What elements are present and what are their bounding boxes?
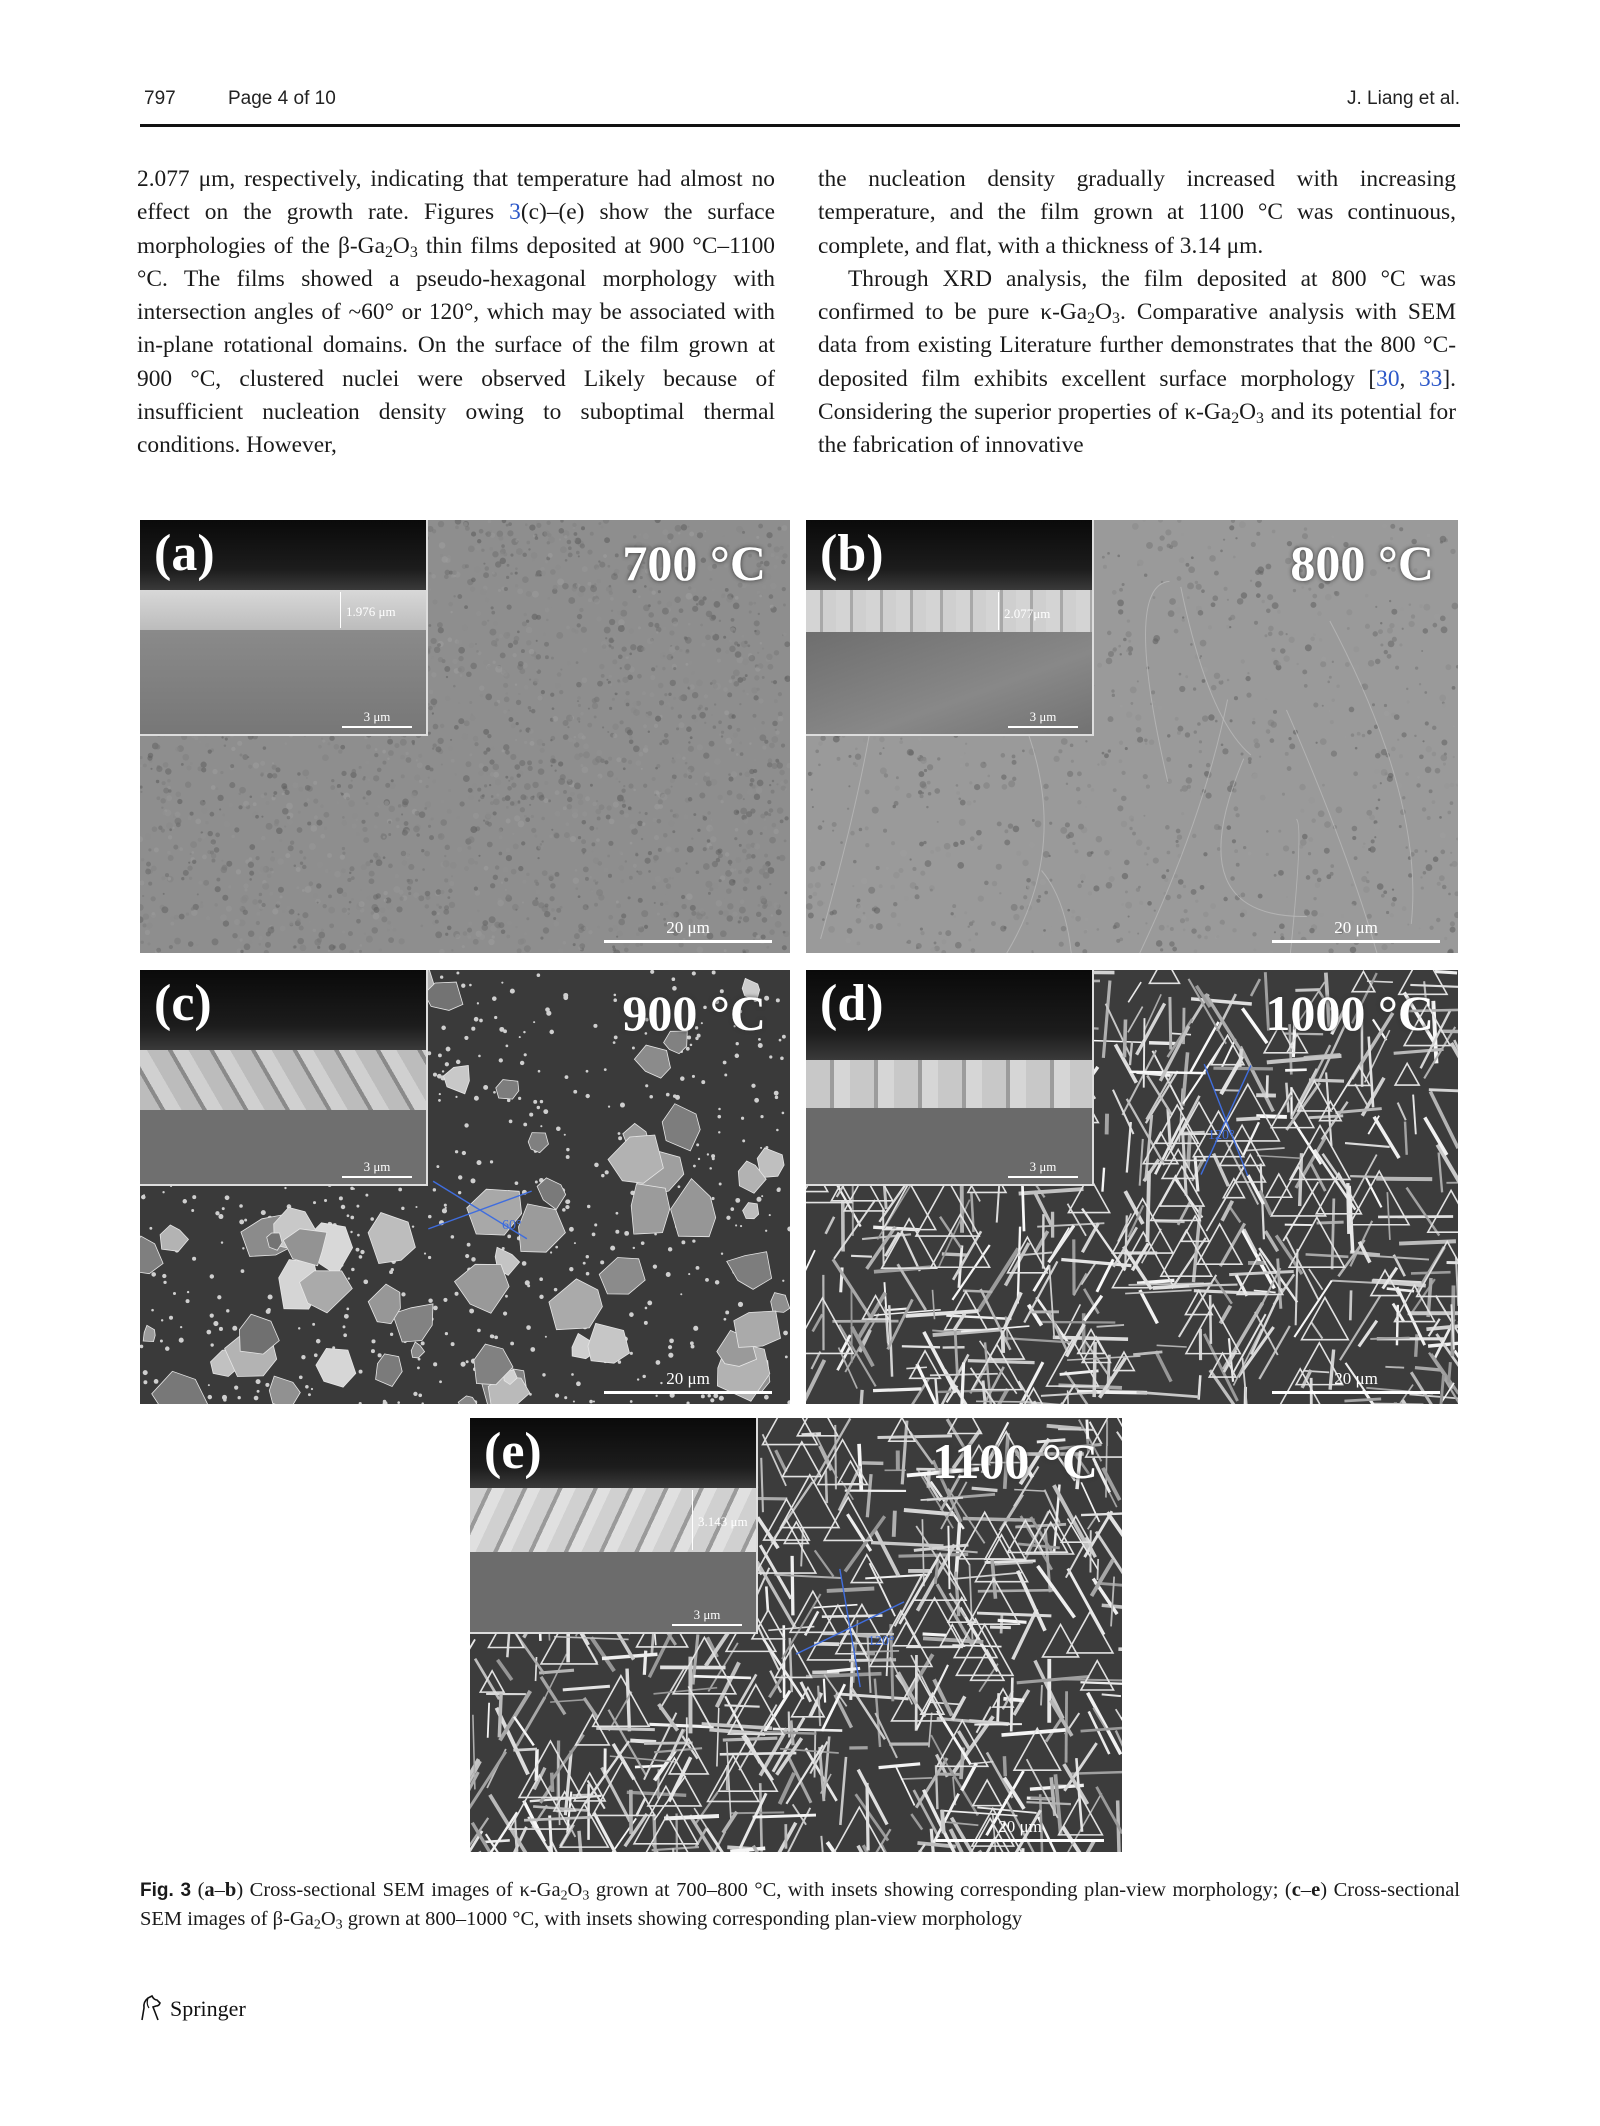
panel-label: (b): [820, 525, 884, 582]
panel-label: (c): [154, 975, 212, 1032]
angle-annotation: 60°: [502, 1218, 522, 1233]
springer-horse-icon: [138, 1994, 164, 2028]
inset-scale-bar: 3 μm: [1008, 709, 1078, 728]
paragraph: Through XRD analysis, the film deposited at 800 °C was confirmed to be pure $\kappa-Ga_2O_3$. Comparative analysis with SEM data from existing Literature further demonstrates that the 800 °C-deposited film exhibits excellent surface morphology [30, 33]. Considering the superior properties of $\kappa-Ga_2O_3$ and its potential for the fabrication of innovative: [818, 265, 1456, 459]
temperature-label: 1100 °C: [932, 1433, 1098, 1489]
thickness-label: 1.976 μm: [346, 604, 396, 619]
left-column: [137, 163, 775, 463]
page-number: 797: [144, 88, 176, 109]
figure-caption: Fig. 3 (a–b) Cross-sectional SEM images of $\kappa-Ga_2O_3$ grown at 700–800 °C, with insets showing corresponding plan-view morphology; (c–e) Cross-sectional SEM images of $\beta-Ga_2O_3$ grown at 800–1000 °C, with insets showing corresponding plan-view morphology: [140, 1879, 1460, 1933]
scale-bar: 20 μm: [1272, 1369, 1440, 1394]
inset-scale-bar: 3 μm: [672, 1607, 742, 1626]
scale-bar: 20 μm: [936, 1817, 1104, 1842]
temperature-label: 800 °C: [1290, 535, 1434, 591]
header-rule: [140, 124, 1460, 127]
thickness-label: 3.143 μm: [698, 1514, 748, 1529]
angle-annotation: 120°: [1208, 1128, 1235, 1143]
angle-annotation: 120°: [868, 1634, 895, 1649]
page-of: Page 4 of 10: [228, 88, 336, 109]
panel-label: (a): [154, 525, 215, 582]
running-header: [140, 86, 1460, 122]
sem-panel-d: [806, 970, 1458, 1404]
panel-label: (d): [820, 975, 884, 1032]
sem-panel-b: [806, 520, 1458, 953]
inset-scale-bar: 3 μm: [342, 709, 412, 728]
paragraph: 2.077 μm, respectively, indicating that temperature had almost no effect on the growth rate. Figures 3(c)–(e) show the surface morphologies of the $\beta-Ga_2O_3$ thin films deposited at 900 °C–1100 °C. The films showed a pseudo-hexagonal morphology with intersection angles of ~60° or 120°, which may be associated with in-plane rotational domains. On the surface of the film grown at 900 °C, clustered nuclei were observed Likely because of insufficient nucleation density owing to suboptimal thermal conditions. However,: [137, 166, 775, 459]
right-column: [818, 163, 1456, 463]
panel-label: (e): [484, 1423, 542, 1480]
temperature-label: 700 °C: [622, 535, 766, 591]
inset-scale-bar: 3 μm: [342, 1159, 412, 1178]
temperature-label: 900 °C: [622, 985, 766, 1041]
scale-bar: 20 μm: [604, 918, 772, 943]
citation-link[interactable]: 30: [1376, 365, 1400, 392]
scale-bar: 20 μm: [604, 1369, 772, 1394]
paragraph: the nucleation density gradually increased with increasing temperature, and the film grown at 1100 °C was continuous, complete, and flat, with a thickness of 3.14 μm.: [818, 166, 1456, 259]
thickness-label: 2.077μm: [1004, 606, 1051, 621]
scale-bar: 20 μm: [1272, 918, 1440, 943]
figure-label: Fig. 3: [140, 1880, 192, 1901]
temperature-label: 1000 °C: [1265, 985, 1434, 1041]
inset-scale-bar: 3 μm: [1008, 1159, 1078, 1178]
sem-panel-c: [140, 970, 790, 1404]
figure-reference-link[interactable]: 3: [509, 199, 521, 226]
running-authors: J. Liang et al.: [1346, 88, 1460, 109]
sem-panel-e: [470, 1418, 1122, 1852]
sem-panel-a: [140, 520, 790, 953]
citation-link[interactable]: 33: [1418, 365, 1443, 392]
publisher-name: Springer: [170, 1996, 246, 2022]
publisher-footer: [138, 1994, 246, 2028]
